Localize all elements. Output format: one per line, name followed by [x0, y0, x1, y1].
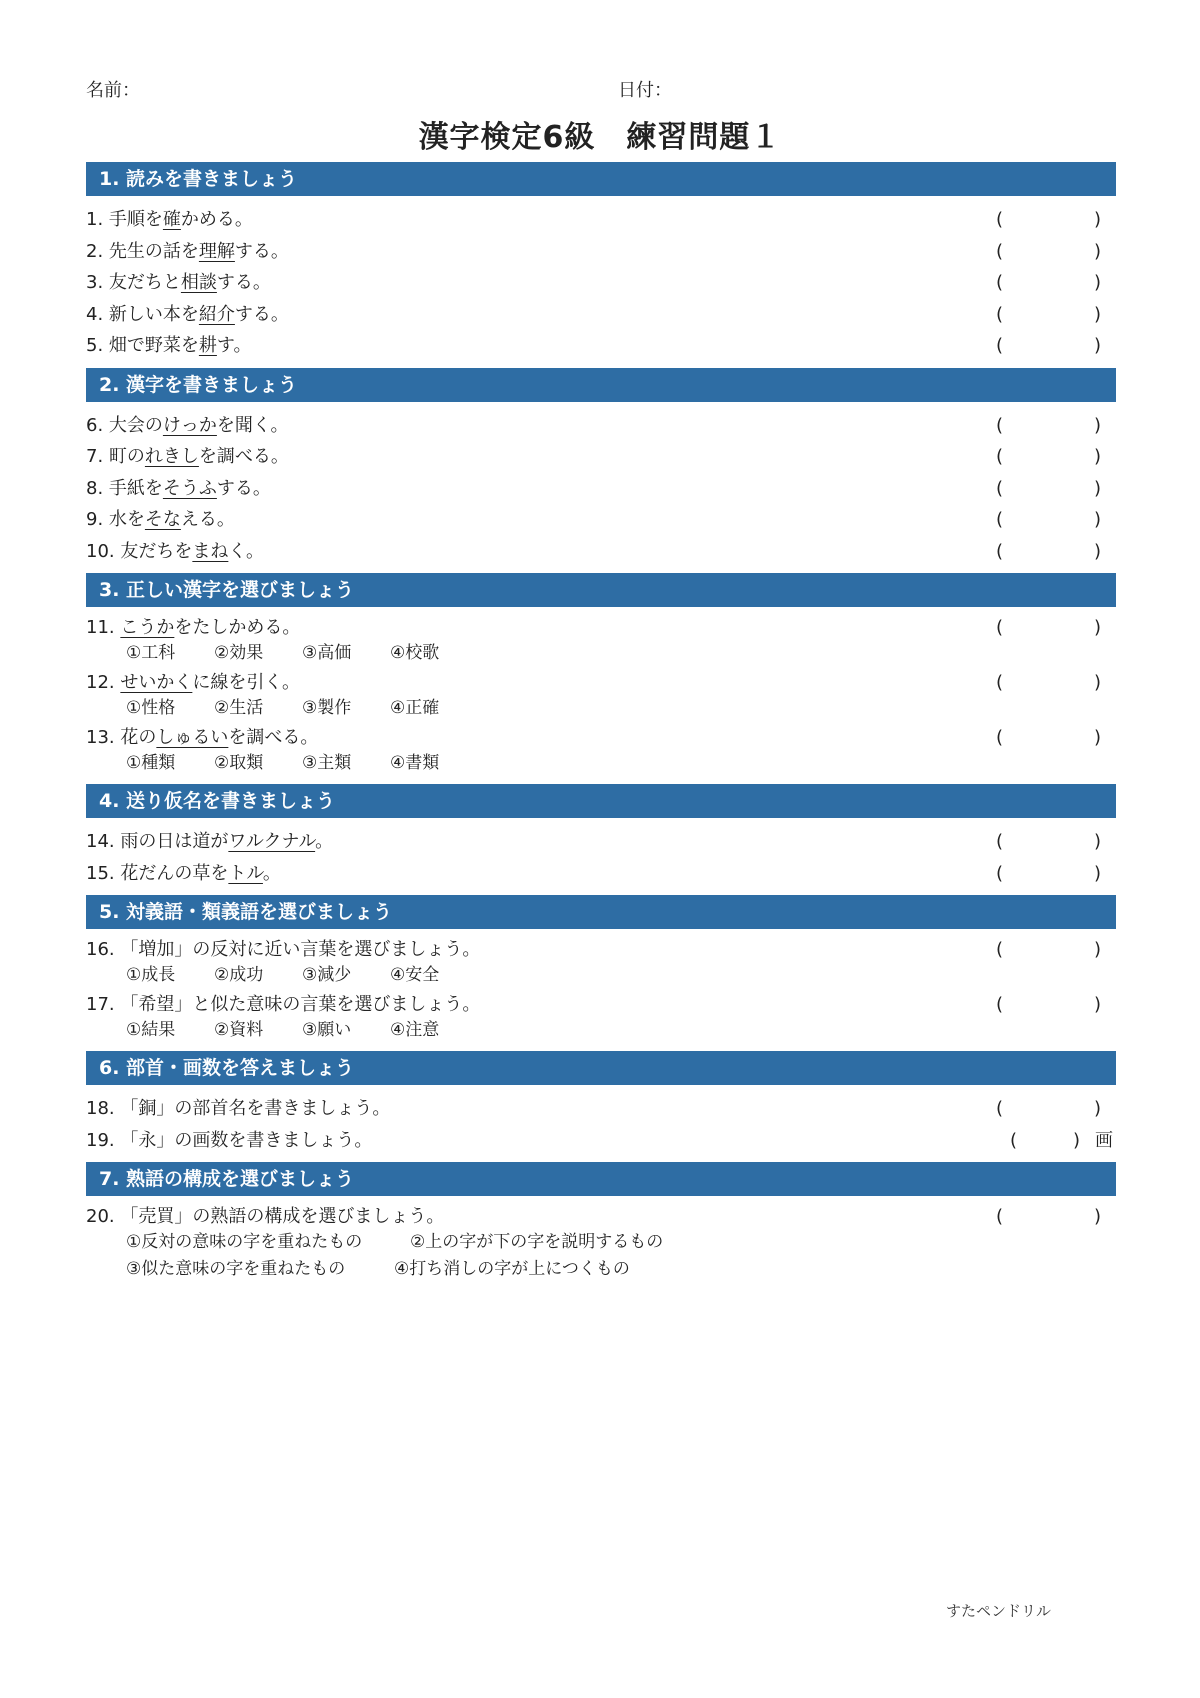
question-row: 16. 「増加」の反対に近い言葉を選びましょう。 ( ) [86, 937, 1116, 963]
answer-blank[interactable]: ( ) [996, 994, 1101, 1015]
target-word: けっか [162, 414, 217, 436]
choice-list [86, 963, 1116, 987]
section-heading: 6. 部首・画数を答えましょう [86, 1051, 1116, 1085]
answer-blank[interactable]: ( ) [996, 1206, 1101, 1227]
date-label: 日付： [618, 80, 672, 101]
question-row: 15. 花だんの草をトル。 ( ) [86, 858, 1116, 890]
name-label: 名前： [86, 80, 140, 101]
question-row: 12. せいかくに線を引く。 ( ) [86, 670, 1116, 696]
answer-blank[interactable]: ( ) [996, 672, 1101, 693]
target-word: れきし [144, 446, 199, 467]
choice-list [86, 641, 1116, 665]
target-word: 紹介 [198, 303, 235, 325]
answer-blank[interactable]: ( ) [996, 240, 1101, 262]
choice: ①反対の意味の字を重ねたもの [126, 1232, 363, 1252]
question-row: 1. 手順を確かめる。 ( ) [86, 204, 1116, 236]
choice-list [86, 1257, 1116, 1281]
choice: ③似た意味の字を重ねたもの [126, 1259, 346, 1279]
choice: ②効果 [214, 643, 264, 663]
choice: ②生活 [214, 698, 264, 718]
target-word: トル [228, 862, 263, 884]
target-word: 確 [162, 209, 181, 230]
question-row: 17. 「希望」と似た意味の言葉を選びましょう。 ( ) [86, 992, 1116, 1018]
answer-blank[interactable]: ( ) [996, 540, 1101, 562]
answer-blank[interactable]: ( ) [996, 272, 1101, 293]
answer-blank[interactable]: ( ) [996, 477, 1101, 499]
choice: ①結果 [126, 1020, 176, 1040]
question-row: 5. 畑で野菜を耕す。 ( ) [86, 330, 1116, 362]
choice: ④注意 [390, 1020, 440, 1040]
target-word: ワルクナル [228, 831, 316, 852]
choice: ③減少 [302, 965, 352, 985]
choice-list [86, 751, 1116, 775]
choice: ③主類 [302, 753, 352, 773]
question-row: 13. 花のしゅるいを調べる。 ( ) [86, 725, 1116, 751]
choice-list [86, 1230, 1116, 1254]
choice: ①工科 [126, 643, 176, 663]
section-heading: 3. 正しい漢字を選びましょう [86, 573, 1116, 607]
question-row: 3. 友だちと相談する。 ( ) [86, 267, 1116, 299]
footer-brand: すたペンドリル [946, 1602, 1052, 1620]
choice: ③願い [302, 1020, 352, 1040]
section-heading: 4. 送り仮名を書きましょう [86, 784, 1116, 818]
target-word: こうか [120, 617, 175, 638]
answer-blank[interactable]: ( ) [996, 1098, 1101, 1119]
choice: ②取類 [214, 753, 264, 773]
choice: ④正確 [390, 698, 440, 718]
choice: ①種類 [126, 753, 176, 773]
choice: ②資料 [214, 1020, 264, 1040]
question-row: 8. 手紙をそうふする。 ( ) [86, 473, 1116, 505]
question-row: 10. 友だちをまねく。 ( ) [86, 536, 1116, 568]
choice: ④書類 [390, 753, 440, 773]
answer-blank[interactable]: ( ) [1010, 1129, 1080, 1151]
target-word: そうふ [162, 477, 217, 499]
section-heading: 2. 漢字を書きましょう [86, 368, 1116, 402]
question-row: 6. 大会のけっかを聞く。 ( ) [86, 410, 1116, 442]
answer-blank[interactable]: ( ) [996, 509, 1101, 530]
choice: ②上の字が下の字を説明するもの [410, 1232, 664, 1252]
answer-blank[interactable]: ( ) [996, 446, 1101, 467]
answer-blank[interactable]: ( ) [996, 617, 1101, 638]
answer-blank[interactable]: ( ) [996, 303, 1101, 325]
answer-blank[interactable]: ( ) [996, 862, 1101, 884]
target-word: しゅるい [156, 727, 229, 748]
stroke-count-unit: 画 [1095, 1129, 1113, 1151]
choice-list [86, 696, 1116, 720]
target-word: そな [144, 509, 181, 530]
answer-blank[interactable]: ( ) [996, 209, 1101, 230]
answer-blank[interactable]: ( ) [996, 831, 1101, 852]
choice: ④打ち消しの字が上につくもの [394, 1259, 630, 1279]
question-row: 9. 水をそなえる。 ( ) [86, 504, 1116, 536]
question-row: 7. 町のれきしを調べる。 ( ) [86, 441, 1116, 473]
choice: ③高価 [302, 643, 352, 663]
choice-list [86, 1018, 1116, 1042]
question-row: 4. 新しい本を紹介する。 ( ) [86, 299, 1116, 331]
choice: ④安全 [390, 965, 440, 985]
answer-blank[interactable]: ( ) [996, 939, 1101, 960]
answer-blank[interactable]: ( ) [996, 414, 1101, 436]
answer-blank[interactable]: ( ) [996, 727, 1101, 748]
section-heading: 7. 熟語の構成を選びましょう [86, 1162, 1116, 1196]
question-row: 20. 「売買」の熟語の構成を選びましょう。 ( ) [86, 1204, 1116, 1230]
question-row: 19. 「永」の画数を書きましょう。 ( ) 画 [86, 1125, 1116, 1157]
choice: ④校歌 [390, 643, 440, 663]
target-word: まね [192, 540, 229, 562]
choice: ③製作 [302, 698, 352, 718]
answer-blank[interactable]: ( ) [996, 335, 1101, 356]
question-row: 2. 先生の話を理解する。 ( ) [86, 236, 1116, 268]
target-word: せいかく [120, 672, 193, 693]
page-title: 漢字検定6級 練習問題１ [418, 120, 782, 155]
section-heading: 5. 対義語・類義語を選びましょう [86, 895, 1116, 929]
choice: ①成長 [126, 965, 176, 985]
target-word: 耕 [198, 335, 217, 356]
question-row: 14. 雨の日は道がワルクナル。 ( ) [86, 826, 1116, 858]
worksheet-content [86, 162, 1116, 1284]
question-row: 18. 「銅」の部首名を書きましょう。 ( ) [86, 1093, 1116, 1125]
question-row: 11. こうかをたしかめる。 ( ) [86, 615, 1116, 641]
choice: ①性格 [126, 698, 176, 718]
choice: ②成功 [214, 965, 264, 985]
target-word: 理解 [198, 240, 235, 262]
section-heading: 1. 読みを書きましょう [86, 162, 1116, 196]
target-word: 相談 [180, 272, 217, 293]
